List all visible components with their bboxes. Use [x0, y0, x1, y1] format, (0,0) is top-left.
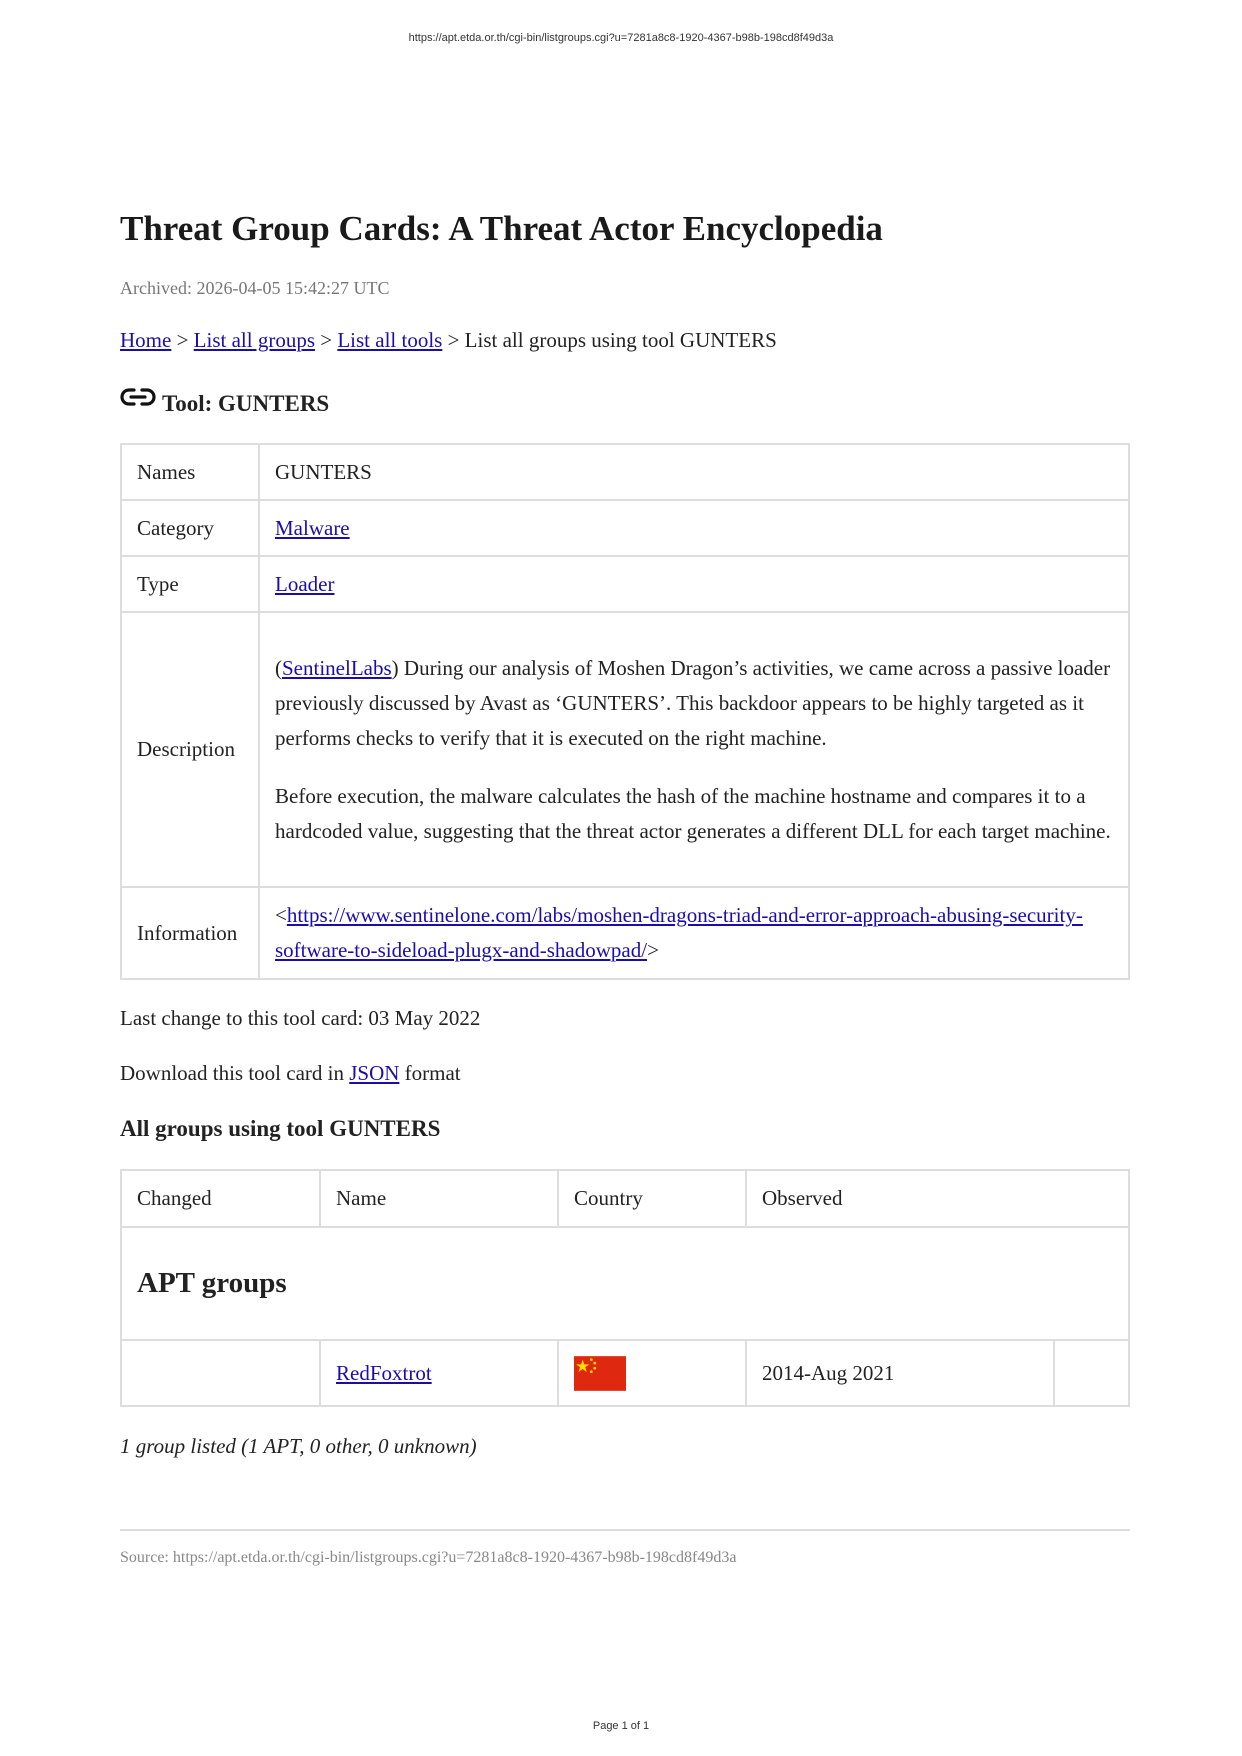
category-label: Category [121, 500, 259, 556]
breadcrumb-separator: > [171, 328, 194, 352]
group-link[interactable]: RedFoxtrot [336, 1360, 432, 1385]
angle-close: > [647, 938, 659, 962]
information-link[interactable]: https://www.sentinelone.com/labs/moshen-dragons-triad-and-error-approach-abusing-security-software-to-sideload-plugx-and-shadowpad/ [275, 903, 1083, 962]
page-title: Threat Group Cards: A Threat Actor Encyclopedia [120, 209, 883, 248]
groups-heading: All groups using tool GUNTERS [120, 1116, 441, 1141]
paren-open: ( [275, 655, 282, 680]
page-number: Page 1 of 1 [592, 1720, 650, 1732]
table-row [121, 556, 1129, 612]
table-row [121, 500, 1129, 556]
section-row [121, 1227, 1129, 1340]
observed-cell: 2014-Aug 2021 [746, 1340, 1054, 1406]
print-header-url: https://apt.etda.or.th/cgi-bin/listgroups.cgi?u=7281a8c8-1920-4367-b98b-198cd8f49d3a [408, 32, 834, 44]
groups-table [120, 1169, 1130, 1407]
groups-summary: 1 group listed (1 APT, 0 other, 0 unknown) [120, 1434, 477, 1458]
column-header-changed: Changed [121, 1170, 320, 1227]
json-download-link[interactable]: JSON [349, 1061, 400, 1085]
breadcrumb-current: > List all groups using tool GUNTERS [442, 328, 777, 352]
table-header-row [121, 1170, 1129, 1227]
table-row [121, 444, 1129, 500]
source-line: Source: https://apt.etda.or.th/cgi-bin/listgroups.cgi?u=7281a8c8-1920-4367-b98b-198cd8f49d3a [120, 1549, 737, 1566]
china-flag-icon [574, 1356, 626, 1391]
information-cell [259, 887, 1129, 979]
description-cell [259, 612, 1129, 887]
breadcrumb-tools-link[interactable]: List all tools [337, 328, 443, 352]
description-text: ) During our analysis of Moshen Dragon’s activities, we came across a passive loader previously discussed by Avast as ‘GUNTERS’. This backdoor appears to be highly targeted as it performs checks to verify that it is executed on the right machine. [275, 655, 1111, 750]
download-prefix: Download this tool card in [120, 1061, 350, 1085]
archived-timestamp: Archived: 2026-04-05 15:42:27 UTC [120, 278, 390, 298]
table-row [121, 1340, 1129, 1406]
description-paragraph: Before execution, the malware calculates the hash of the machine hostname and compares it to a hardcoded value, suggesting that the threat actor generates a different DLL for each target machine. [275, 783, 1111, 843]
names-value: GUNTERS [259, 444, 1129, 500]
link-icon [120, 383, 156, 411]
download-suffix: format [399, 1061, 461, 1085]
last-change-text: Last change to this tool card: 03 May 2022 [120, 1006, 481, 1030]
tool-title: Tool: GUNTERS [162, 391, 330, 416]
breadcrumb-separator: > [315, 328, 338, 352]
description-source-link[interactable]: SentinelLabs [282, 655, 392, 680]
table-row [121, 887, 1129, 979]
main-content [120, 208, 1130, 1567]
angle-open: < [275, 903, 287, 927]
description-label: Description [121, 612, 259, 887]
type-label: Type [121, 556, 259, 612]
tool-info-table [120, 443, 1130, 980]
category-link[interactable]: Malware [275, 515, 350, 540]
download-line [120, 1061, 1130, 1086]
tool-heading [120, 389, 1130, 417]
name-cell [320, 1340, 558, 1406]
changed-cell [121, 1340, 320, 1406]
breadcrumb [120, 328, 1130, 353]
breadcrumb-home-link[interactable]: Home [120, 328, 172, 352]
column-header-observed: Observed [746, 1170, 1129, 1227]
country-cell [558, 1340, 746, 1406]
type-link[interactable]: Loader [275, 571, 335, 596]
type-cell [259, 556, 1129, 612]
description-paragraph [275, 651, 1113, 756]
column-header-country: Country [558, 1170, 746, 1227]
category-cell [259, 500, 1129, 556]
breadcrumb-groups-link[interactable]: List all groups [193, 328, 315, 352]
section-title: APT groups [121, 1227, 1129, 1340]
extra-cell [1054, 1340, 1129, 1406]
information-label: Information [121, 887, 259, 979]
divider [120, 1529, 1130, 1531]
names-label: Names [121, 444, 259, 500]
table-row [121, 612, 1129, 887]
column-header-name: Name [320, 1170, 558, 1227]
